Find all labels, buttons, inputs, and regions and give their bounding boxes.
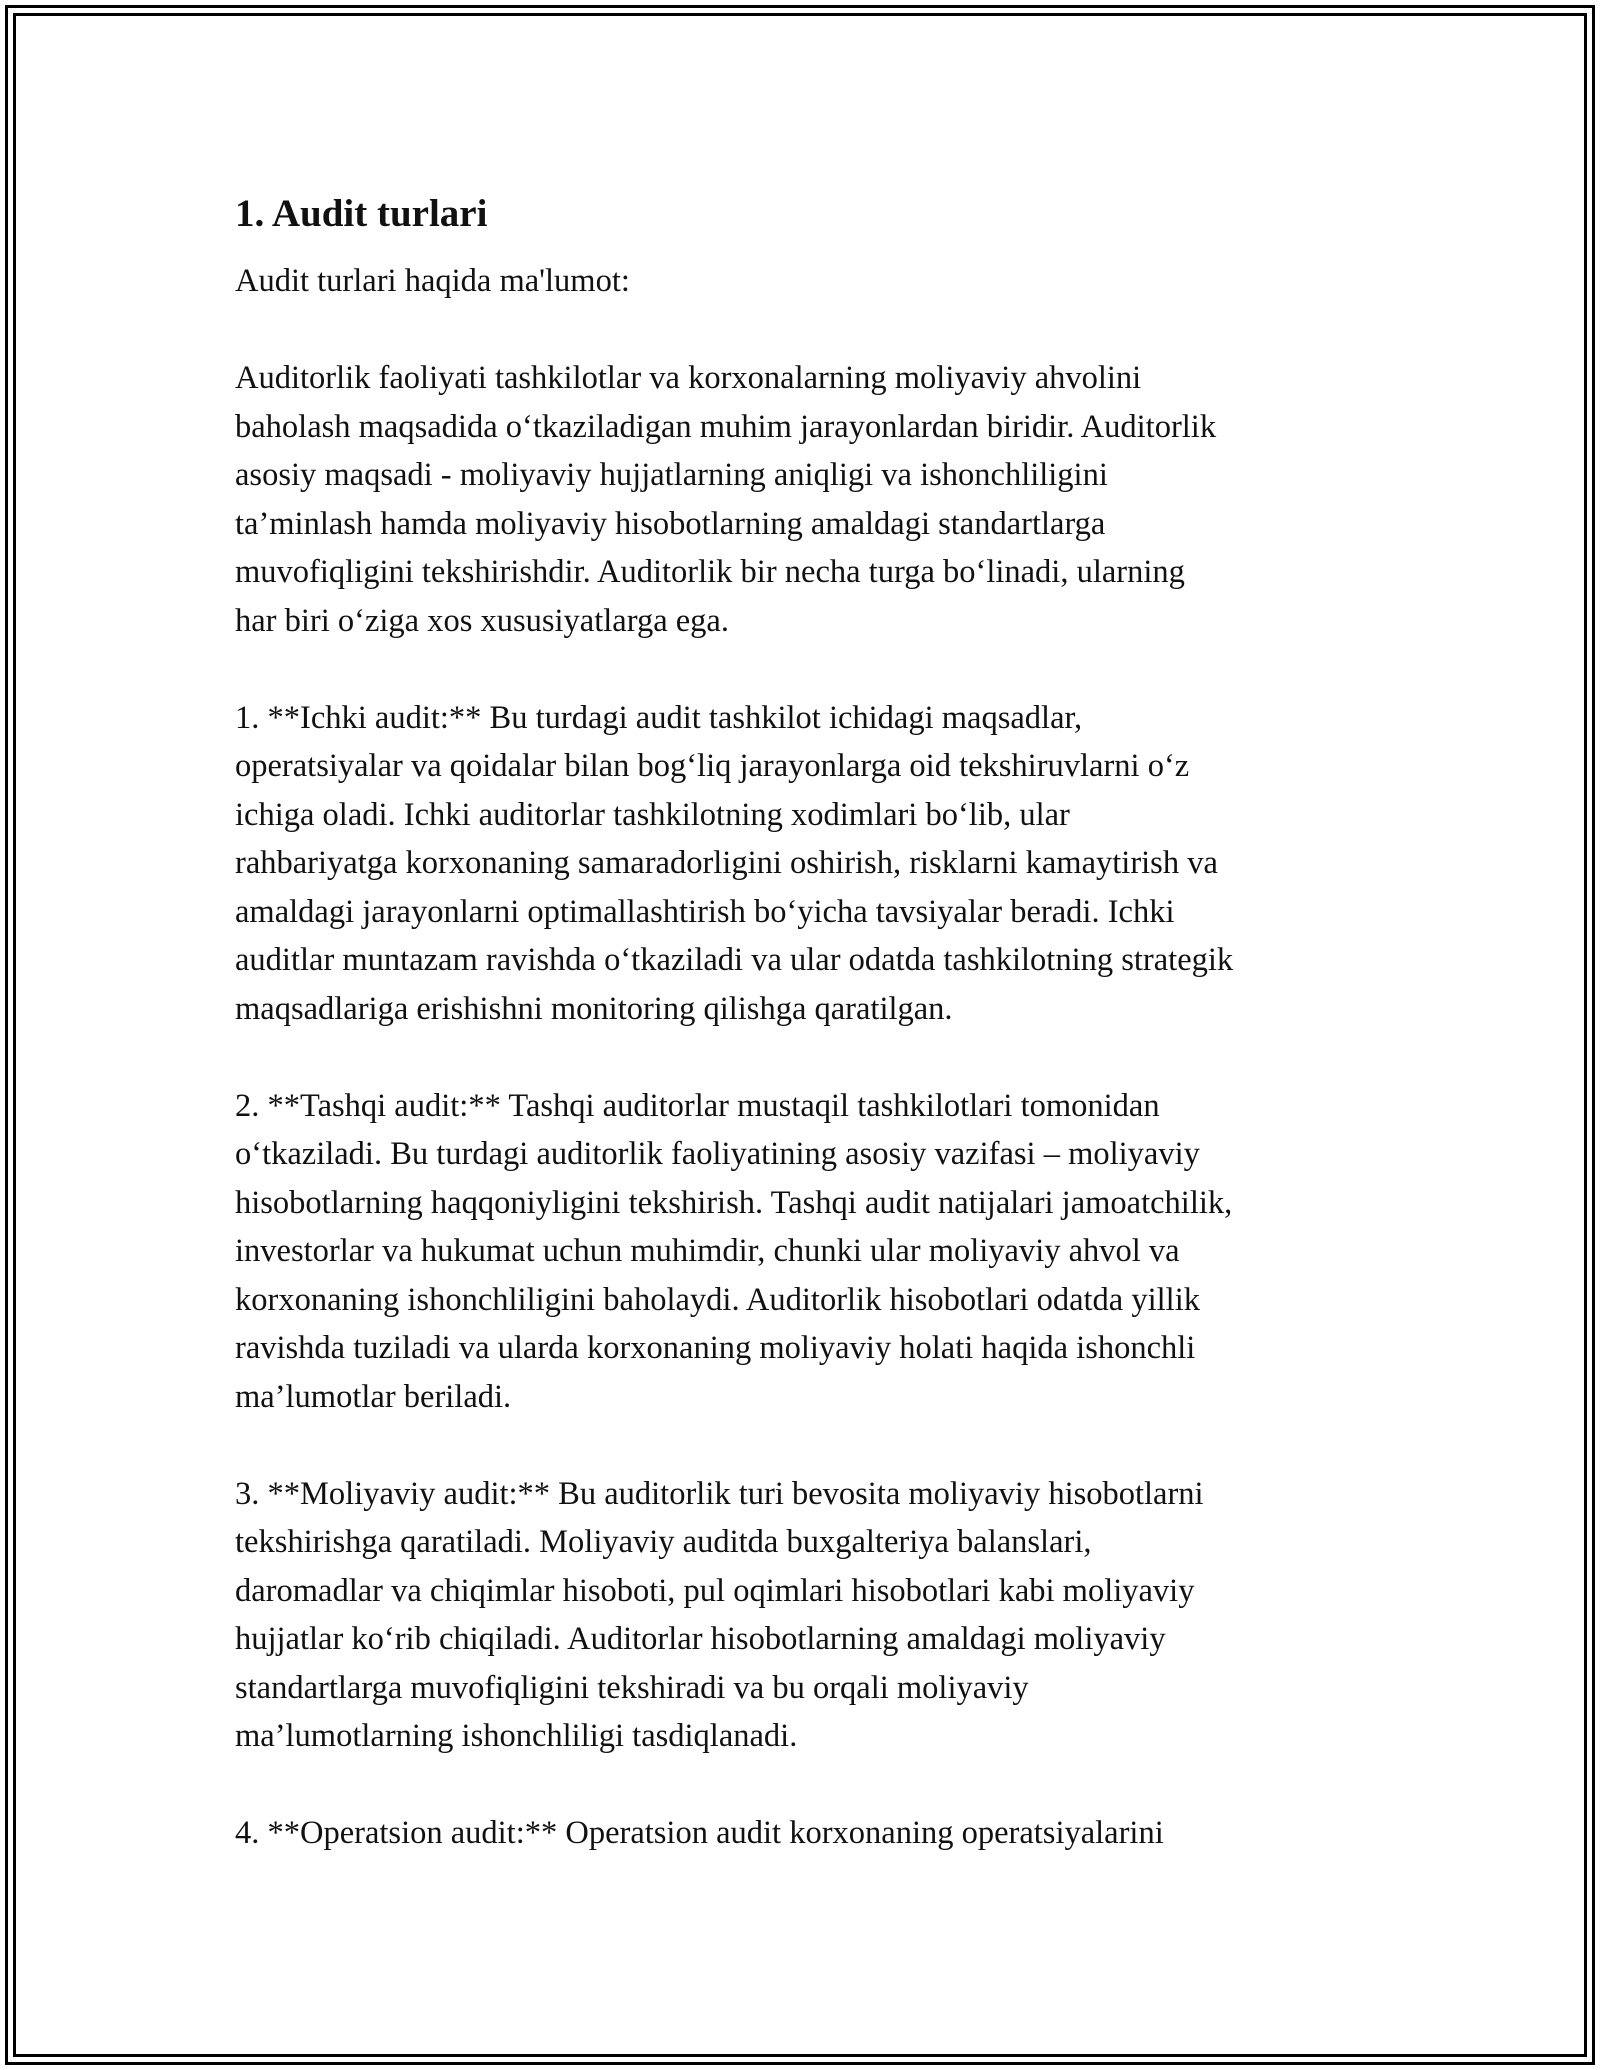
overview-paragraph: Auditorlik faoliyati tashkilotlar va korxonalarning moliyaviy ahvolini baholash maqsadida o‘tkaziladigan muhim jarayonlardan biridir. Auditorlik asosiy maqsadi - moliyaviy hujjatlarning aniqligi va ishonchliligini ta’minlash hamda moliyaviy hisobotlarning amaldagi standartlarga muvofiqligini tekshirishdir. Auditorlik bir necha turga bo‘linadi, ularning har biri o‘ziga xos xususiyatlarga ega. — [235, 360, 1217, 639]
section-heading: 1. Audit turlari — [235, 192, 488, 235]
external-audit-paragraph: 2. **Tashqi audit:** Tashqi auditorlar mustaqil tashkilotlari tomonidan o‘tkaziladi. Bu turdagi auditorlik faoliyatining asosiy vazifasi – moliyaviy hisobotlarning haqqoniyligini tekshirish. Tashqi audit natijalari jamoatchilik, investorlar va hukumat uchun muhimdir, chunki ular moliyaviy ahvol va korxonaning ishonchliligini baholaydi. Auditorlik hisobotlari odatda yillik ravishda tuziladi va ularda korxonaning moliyaviy holati haqida ishonchli ma’lumotlar beriladi. — [235, 1087, 1233, 1415]
internal-audit-paragraph: 1. **Ichki audit:** Bu turdagi audit tashkilot ichidagi maqsadlar, operatsiyalar va qoidalar bilan bog‘liq jarayonlarga oid tekshiruvlarni o‘z ichiga oladi. Ichki auditorlar tashkilotning xodimlari bo‘lib, ular rahbariyatga korxonaning samaradorligini oshirish, risklarni kamaytirish va amaldagi jarayonlarni optimallashtirish bo‘yicha tavsiyalar beradi. Ichki auditlar muntazam ravishda o‘tkaziladi va ular odatda tashkilotning strategik maqsadlariga erishishni monitoring qilishga qaratilgan. — [235, 699, 1234, 1027]
financial-audit-paragraph: 3. **Moliyaviy audit:** Bu auditorlik turi bevosita moliyaviy hisobotlarni tekshirishga qaratiladi. Moliyaviy auditda buxgalteriya balanslari, daromadlar va chiqimlar hisoboti, pul oqimlari hisobotlari kabi moliyaviy hujjatlar ko‘rib chiqiladi. Auditorlar hisobotlarning amaldagi moliyaviy standartlarga muvofiqligini tekshiradi va bu orqali moliyaviy ma’lumotlarning ishonchliligi tasdiqlanadi. — [235, 1475, 1204, 1754]
operational-audit-paragraph: 4. **Operatsion audit:** Operatsion audit korxonaning operatsiyalarini — [235, 1815, 1164, 1851]
document-body — [235, 185, 1385, 1858]
intro-line: Audit turlari haqida ma'lumot: — [235, 263, 630, 299]
